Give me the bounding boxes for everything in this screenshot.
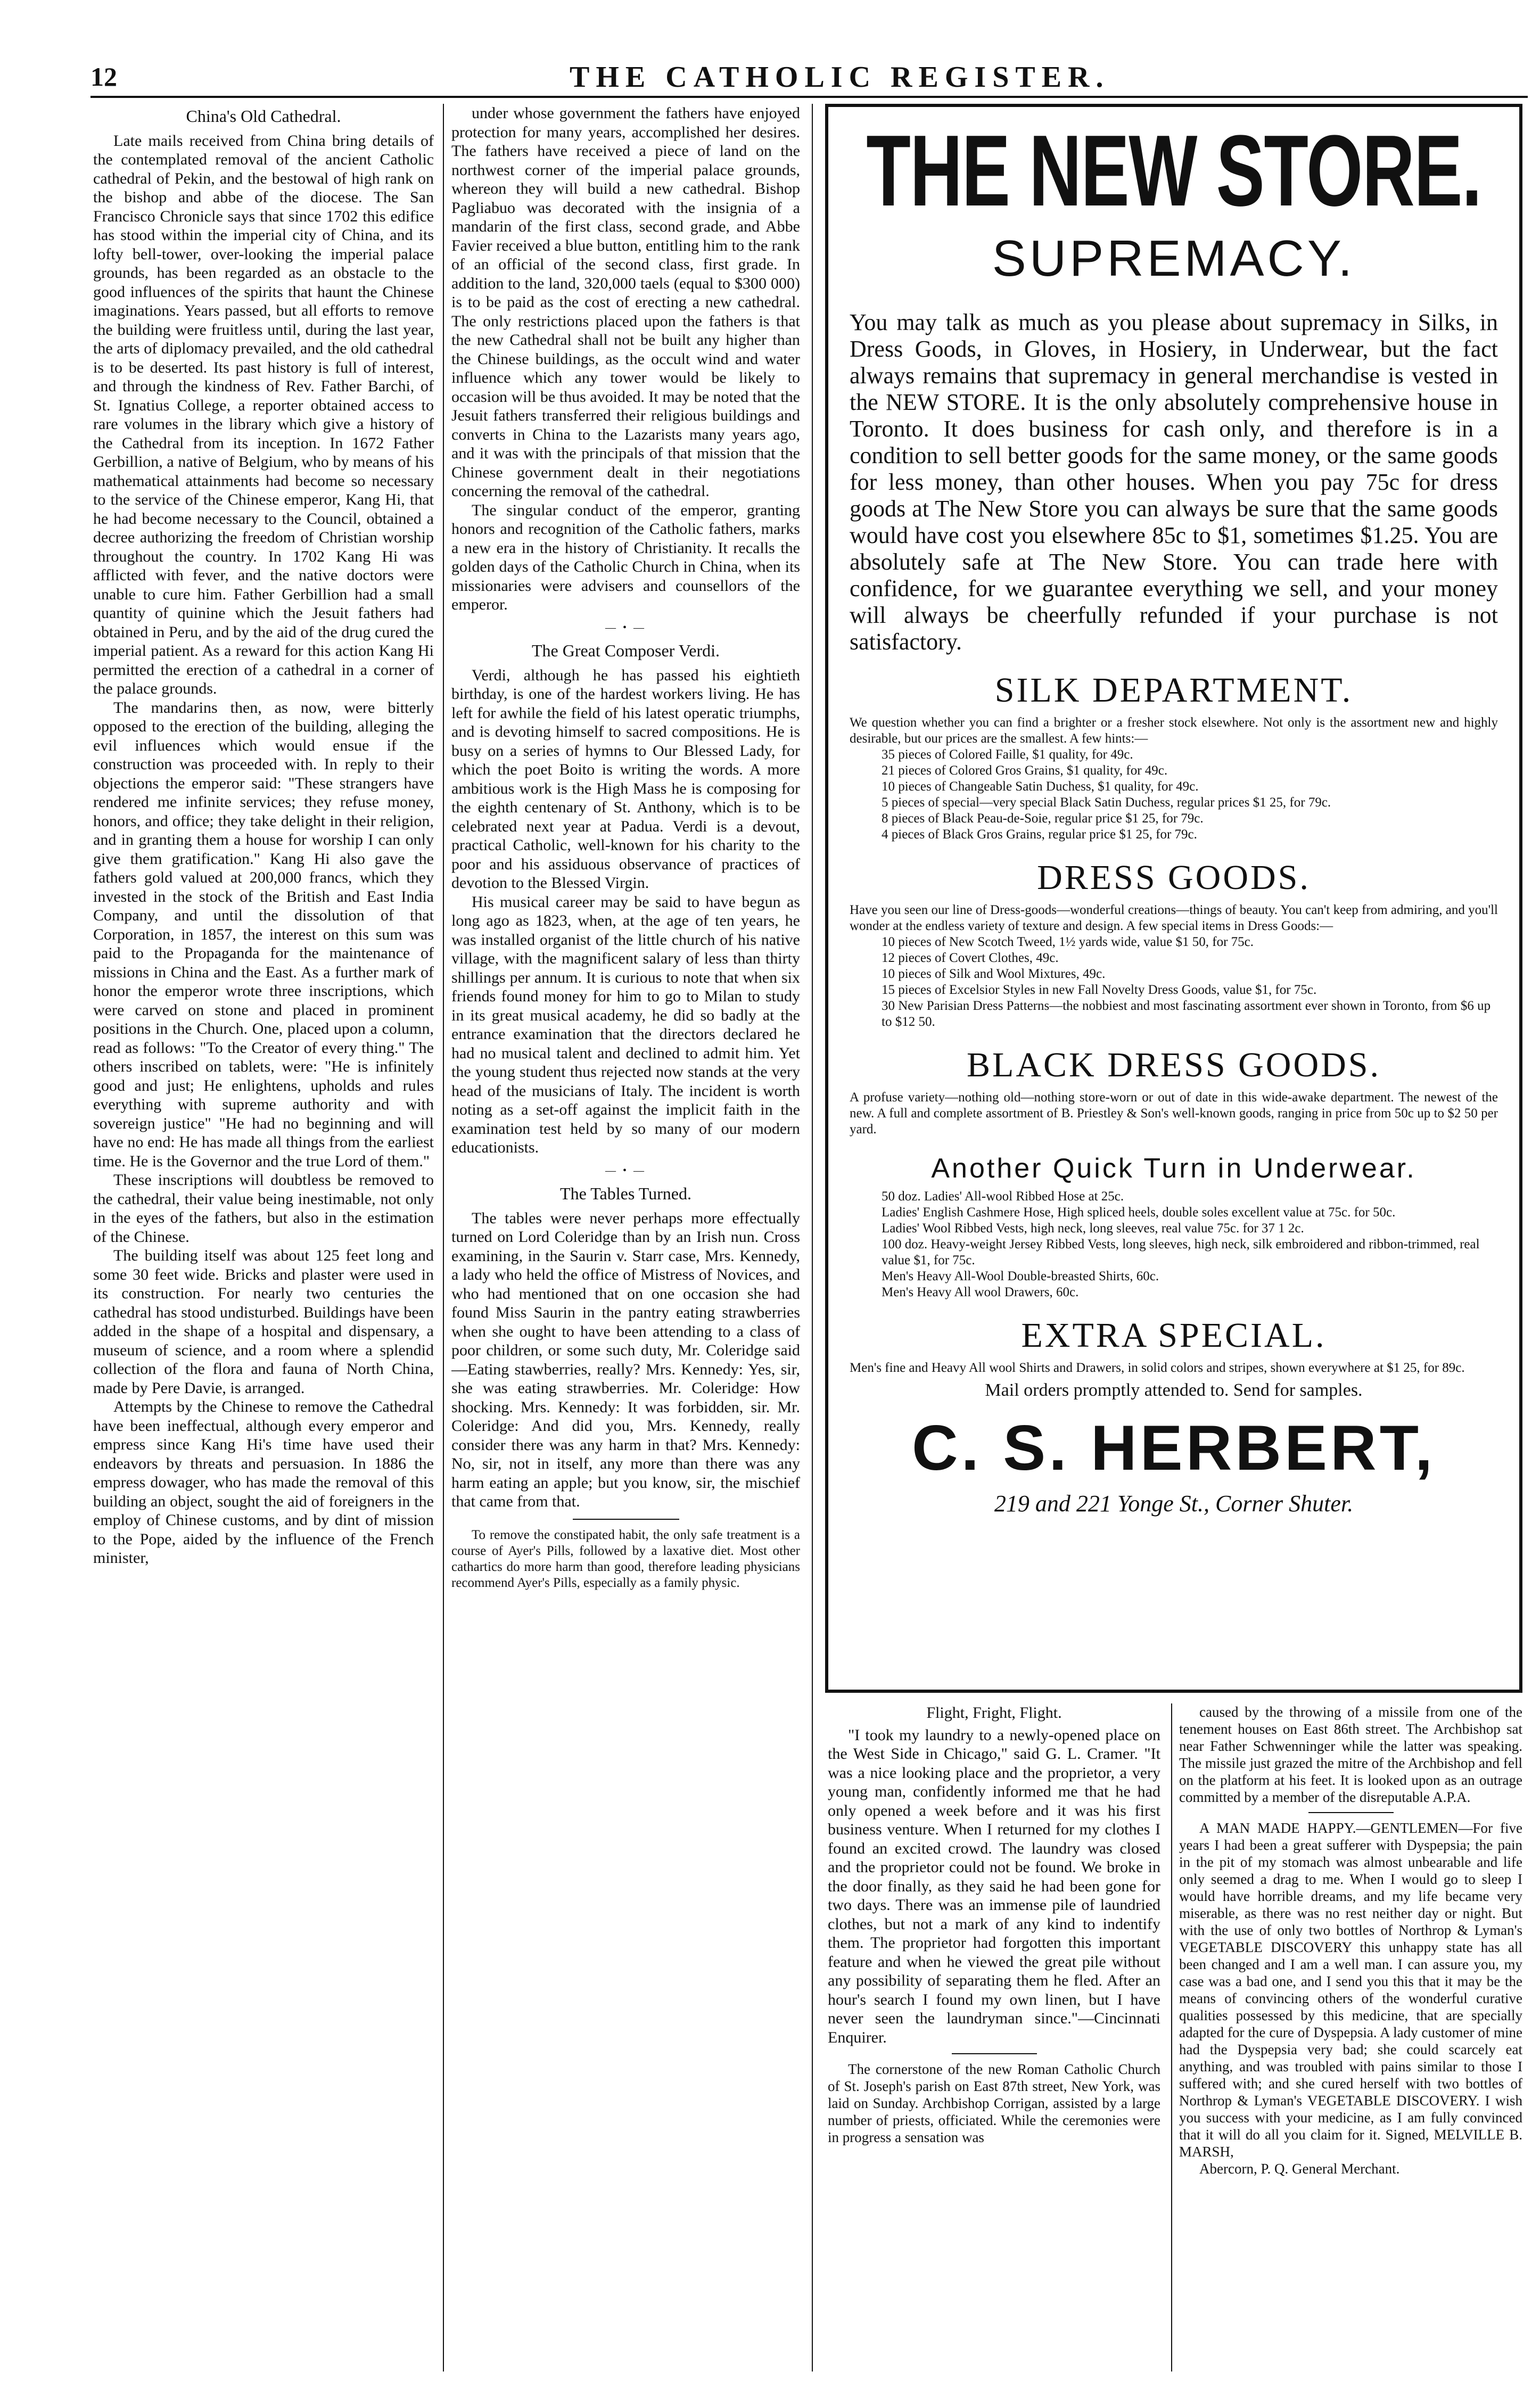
article-title-china: China's Old Cathedral. — [186, 106, 341, 126]
mail-orders-note: Mail orders promptly attended to. Send for samples. — [985, 1380, 1363, 1400]
dress-goods-title: DRESS GOODS. — [1037, 858, 1311, 897]
column-rule — [443, 104, 444, 2372]
column-missile-dyspepsia — [1179, 1703, 1522, 2374]
column-flight-fright — [828, 1703, 1160, 2374]
article-paragraph: The cornerstone of the new Roman Catholic Church of St. Joseph's parish on East 87th street, New York, was laid on Sunday. Archbishop Corrigan, assisted by a large number of priests, officiated. While the ceremonies were in progress a sensation was — [828, 2061, 1160, 2145]
list-item: 15 pieces of Excelsior Styles in new Fall Novelty Dress Goods, value $1, for 75c. — [882, 983, 1317, 997]
testimonial-paragraph: A MAN MADE HAPPY.—GENTLEMEN—For five years I had been a great sufferer with Dyspepsia; the pain in the pit of my stomach was almost unbearable and life only seemed a drag to me. When I would go to sleep I would have horrible dreams, and my life became very miserable, as there was no rest neither day or night. But with the use of only two bottles of Northrop & Lyman's VEGETABLE DISCOVERY this unhappy state has all been changed and I am a well man. I can assure you, my case was a bad one, and I send you this that it may be the means of convincing others of the wonderful curative qualities possessed by this medicine, that are specially adapted for the cure of Dyspepsia. A lady customer of mine had the Dyspepsia very bad; she could scarcely eat anything, and was troubled with pains similar to those I suffered with; and she cured herself with two bottles of Northrop & Lyman's VEGETABLE DISCOVERY. I wish you success with your medicine, as I am fully convinced that it will do all you claim for it. Signed, MELVILLE B. MARSH, — [1179, 1820, 1522, 2160]
black-dress-goods-title: BLACK DRESS GOODS. — [967, 1045, 1381, 1084]
silk-intro: We question whether you can find a brighter or a fresher stock elsewhere. Not only is the assortment new and highly desirable, but our prices are the smallest. A few hints:— — [850, 715, 1498, 746]
underwear-title: Another Quick Turn in Underwear. — [931, 1153, 1417, 1184]
article-paragraph: These inscriptions will doubtless be removed to the cathedral, their value being inestimable, not only in the eyes of the fathers, but also in the estimation of the Chinese. — [93, 1171, 434, 1246]
extra-special-title: EXTRA SPECIAL. — [1021, 1316, 1327, 1355]
article-paragraph: under whose government the fathers have enjoyed protection for many years, accomplished her desires. The fathers have received a piece of land on the northwest corner of the imperial palace grounds, whereon they will build a new cathedral. Bishop Pagliabuo was decorated with the insignia of a mandarin of the first class, second grade, and Abbe Favier received a blue button, entitling him to the rank of an official of the second class, first grade. In addition to the land, 320,000 taels (equal to $300 000) is to be paid as the cost of erecting a new cathedral. The only restrictions placed upon the fathers is that the new Cathedral shall not be built any higher than the Chinese buildings, as the occult wind and water influence which any tower would be likely to occasion will be thus avoided. It may be noted that the Jesuit fathers transferred their religious buildings and converts in China to the Lazarists many years ago, and it was with the principals of that mission that the Chinese government dealt in their negotiations concerning the removal of the cathedral. — [451, 104, 800, 500]
underwear-list — [850, 1189, 1498, 1300]
list-item: 10 pieces of New Scotch Tweed, 1½ yards wide, value $1 50, for 75c. — [882, 935, 1254, 949]
divider — [1308, 1812, 1394, 1813]
list-item: 21 pieces of Colored Gros Grains, $1 quality, for 49c. — [882, 763, 1168, 778]
column-rule — [812, 104, 813, 2372]
merchant-address: 219 and 221 Yonge St., Corner Shuter. — [994, 1491, 1354, 1517]
list-item: 12 pieces of Covert Clothes, 49c. — [882, 951, 1059, 965]
article-title-tables: The Tables Turned. — [560, 1184, 691, 1203]
ayer-pills-ad: To remove the constipated habit, the only safe treatment is a course of Ayer's Pills, followed by a laxative diet. Most other cathartics do more harm than good, therefore leading physicians recommend Ayer's Pills, especially as a family physic. — [451, 1527, 800, 1590]
dress-list — [850, 934, 1498, 1030]
list-item: 10 pieces of Changeable Satin Duchess, $1 quality, for 49c. — [882, 779, 1199, 794]
article-paragraph: "I took my laundry to a newly-opened place on the West Side in Chicago," said G. L. Cramer. "It was a nice looking place and the proprietor, a very young man, confidently informed me that he had only opened a week before and it was his first business venture. When I returned for my clothes I found an excited crowd. The laundry was closed and the proprietor could not be found. We broke in the door finally, as they said he had been gone for two days. There was an immense pile of laundried clothes, but not a mark of any kind to indentify them. The proprietor had forgotten this important feature and when he viewed the great pile without any possibility of separating them he fled. After an hour's search I found my own linen, but I have never seen the laundryman since."—Cincinnati Enquirer. — [828, 1726, 1160, 2046]
black-dress-text: A profuse variety—nothing old—nothing store-worn or out of date in this wide-awake department. The newest of the new. A full and complete assortment of B. Priestley & Son's well-known goods, ranging in price from 50c up to $2 50 per yard. — [850, 1090, 1498, 1137]
article-paragraph: caused by the throwing of a missile from one of the tenement houses on East 86th street. The Archbishop sat near Father Schwenninger while the latter was speaking. The missile just grazed the mitre of the Archbishop and fell on the platform at his feet. It is looked upon as an outrage committed by a member of the disreputable A.P.A. — [1179, 1704, 1522, 1805]
extra-special-text: Men's fine and Heavy All wool Shirts and Drawers, in solid colors and stripes, shown everywhere at $1 25, for 89c. — [850, 1361, 1465, 1375]
list-item: 5 pieces of special—very special Black Satin Duchess, regular prices $1 25, for 79c. — [882, 795, 1331, 810]
list-item: 30 New Parisian Dress Patterns—the nobbiest and most fascinating assortment ever shown in Toronto, from $6 up to $12 50. — [882, 999, 1491, 1029]
section-separator: — • — — [605, 621, 646, 633]
section-separator: — • — — [605, 1164, 646, 1176]
article-paragraph: Late mails received from China bring details of the contemplated removal of the ancient Catholic cathedral of Pekin, and the bestowal of high rank on the bishop and abbe of the diocese. The San Francisco Chronicle says that since 1702 this edifice has stood within the imperial city of China, and its lofty bell-tower, over-looking the imperial palace grounds, has been regarded as an obstacle to the good influences of the spirits that haunt the Chinese imaginations. Years passed, but all efforts to remove the building were fruitless until, during the last year, the arts of diplomacy prevailed, and the old cathedral is to be deserted. Its past history is full of interest, and through the kindness of Rev. Father Barchi, of St. Ignatius College, a reporter obtained access to rare volumes in the library which give a history of the Cathedral from its inception. In 1672 Father Gerbillion, a native of Belgium, who by means of his mathematical attainments had become so necessary to the service of the Chinese emperor, Kang Hi, that he had become necessary to the Council, obtained a decree authorizing the freedom of Christian worship throughout the country. In 1702 Kang Hi was afflicted with fever, and the native doctors were unable to cure him. Father Gerbillion had a small quantity of quinine which the Jesuit fathers had obtained in Peru, and by the aid of the drug cured the imperial patient. As a reward for this action Kang Hi permitted the erection of a cathedral in a corner of the palace grounds. — [93, 131, 434, 697]
list-item: Ladies' English Cashmere Hose, High spliced heels, double soles excellent value at 75c. for 50c. — [882, 1205, 1396, 1220]
article-title-flight: Flight, Fright, Flight. — [926, 1704, 1062, 1722]
article-paragraph: Attempts by the Chinese to remove the Cathedral have been ineffectual, although every emperor and empress since Kang Hi's time have used their endeavors by threats and persuasion. In 1886 the empress dowager, who has made the removal of this building an object, sought the aid of foreigners in the employ of Chinese customs, and by dint of mission to the Pope, aided by the influence of the French minister, — [93, 1398, 434, 1567]
list-item: Men's Heavy All-Wool Double-breasted Shirts, 60c. — [882, 1269, 1159, 1283]
article-title-verdi: The Great Composer Verdi. — [531, 641, 720, 660]
article-paragraph: The singular conduct of the emperor, granting honors and recognition of the Catholic fathers, marks a new era in the history of Christianity. It recalls the golden days of the Catholic Church in China, when its missionaries were advisers and counsellors of the emperor. — [451, 501, 800, 613]
list-item: Men's Heavy All wool Drawers, 60c. — [882, 1285, 1079, 1299]
merchant-name: C. S. HERBERT, — [911, 1412, 1436, 1484]
list-item: 35 pieces of Colored Faille, $1 quality, for 49c. — [882, 747, 1133, 762]
page-number: 12 — [90, 62, 117, 92]
header-rule — [90, 96, 1528, 98]
list-item: 50 doz. Ladies' All-wool Ribbed Hose at 25c. — [882, 1189, 1124, 1204]
list-item: 4 pieces of Black Gros Grains, regular price $1 25, for 79c. — [882, 827, 1197, 842]
silk-list — [850, 747, 1498, 843]
list-item: 10 pieces of Silk and Wool Mixtures, 49c. — [882, 967, 1106, 981]
new-store-advertisement — [825, 104, 1522, 1693]
column-china-cathedral — [93, 104, 434, 2372]
article-paragraph: The mandarins then, as now, were bitterly opposed to the erection of the building, alleging the evil influences which would ensue if the construction was proceeded with. In reply to their objections the emperor said: "These strangers have rendered me infinite services; they refuse money, honors, and office; they take delight in their religion, and in granting them a house for worship I can only give them gratification." Kang Hi also gave the fathers gold valued at 200,000 francs, which they invested in the stock of the British and East India Company, and until the dissolution of that Corporation, in 1857, the interest on this sum was paid to the Propaganda for the maintenance of missions in China and the East. As a further mark of honor the emperor wrote three inscriptions, which were carved on stone and placed in prominent positions in the Church. One, placed upon a column, read as follows: "To the Creator of every thing." The others inscribed on tablets, were: "He is infinitely good and just; He enlightens, upholds and rules everything with supreme authority and with sovereign justice" "He had no beginning and will have no end: He has made all things from the earliest time. He is the Governor and the true Lord of them." — [93, 698, 434, 1170]
article-paragraph: His musical career may be said to have begun as long ago as 1823, when, at the age of ten years, he was installed organist of the little church of his native village, with the magnificent salary of less than thirty shillings per annum. It is curious to note that when six friends found money for him to go to Milan to study in its great musical academy, he did so badly at the entrance examination that the directors declared he had no musical talent and declined to admit him. Yet the young student thus rejected now stands at the very head of the musicians of Italy. The incident is worth noting as a set-off against the implicit faith in the examination test held by so many of our modern educationists. — [451, 893, 800, 1156]
list-item: 8 pieces of Black Peau-de-Soie, regular price $1 25, for 79c. — [882, 811, 1204, 826]
masthead: THE CATHOLIC REGISTER. — [570, 61, 1110, 94]
list-item: Ladies' Wool Ribbed Vests, high neck, long sleeves, real value 75c. for 37 1 2c. — [882, 1221, 1304, 1236]
silk-department-title: SILK DEPARTMENT. — [994, 671, 1353, 710]
ad-headline: THE NEW STORE. — [866, 114, 1481, 227]
dress-intro: Have you seen our line of Dress-goods—wonderful creations—things of beauty. You can't keep from admiring, and you'll wonder at the endless variety of texture and design. A few special items in Dress Goods:— — [850, 903, 1498, 933]
ad-supremacy: SUPREMACY. — [992, 230, 1356, 287]
page-header — [90, 56, 1528, 93]
article-paragraph: The building itself was about 125 feet long and some 30 feet wide. Bricks and plaster were used in its construction. For nearly two centuries the cathedral has stood undisturbed. Buildings have been added in the shape of a hospital and dispensary, a museum of science, and a room where a splendid collection of the flora and fauna of North China, made by Pere Davie, is arranged. — [93, 1247, 434, 1397]
testimonial-signature: Abercorn, P. Q. General Merchant. — [1199, 2161, 1400, 2177]
ad-intro: You may talk as much as you please about supremacy in Silks, in Dress Goods, in Gloves, in Hosiery, in Underwear, but the fact always remains that supremacy in general merchandise is vested in the NEW STORE. It is the only absolutely comprehensive house in Toronto. It does business for cash only, and therefore is in a condition to sell better goods for the same money, or the same goods for less money, than other houses. When you pay 75c for dress goods at The New Store you can always be sure that the same goods would have cost you elsewhere 85c to $1, sometimes $1.25. You are absolutely safe at The New Store. You can trade here with confidence, for we guarantee everything we sell, and your money will always be cheerfully refunded if your purchase is not satisfactory. — [850, 309, 1498, 655]
column-verdi-tables — [451, 104, 800, 2372]
article-paragraph: Verdi, although he has passed his eightieth birthday, is one of the hardest workers living. He has left for awhile the field of his latest operatic triumphs, and is devoting himself to sacred compositions. He is busy on a series of hymns to Our Blessed Lady, for which the poet Boito is writing the words. A more ambitious work is the High Mass he is composing for the eighth centenary of St. Anthony, which is to be celebrated next year at Padua. Verdi is a devout, practical Catholic, well-known for his charity to the poor and his assiduous observance of practices of devotion to the Blessed Virgin. — [451, 666, 800, 892]
article-paragraph: The tables were never perhaps more effectually turned on Lord Coleridge than by an Irish nun. Cross examining, in the Saurin v. Starr case, Mrs. Kennedy, a lady who held the office of Mistress of Novices, and who had mentioned that on one occasion she had found Miss Saurin in the pantry eating strawberries when she ought to have been attending to a class of poor children, or some such duty, Mr. Coleridge said—Eating stawberries, really? Mrs. Kennedy: Yes, sir, she was eating strawberries. Mr. Coleridge: How shocking. Mrs. Kennedy: It was forbidden, sir. Mr. Coleridge: And did you, Mrs. Kennedy, really consider there was any harm in that? Mrs. Kennedy: No, sir, not in itself, any more than there was any harm eating an apple; but you know, sir, the mischief that came from that. — [451, 1209, 800, 1510]
column-rule — [1171, 1703, 1172, 2372]
list-item: 100 doz. Heavy-weight Jersey Ribbed Vests, long sleeves, high neck, silk embroidered and ribbon-trimmed, real value $1, for 75c. — [882, 1237, 1480, 1267]
divider — [573, 1519, 679, 1520]
divider — [952, 2053, 1037, 2054]
